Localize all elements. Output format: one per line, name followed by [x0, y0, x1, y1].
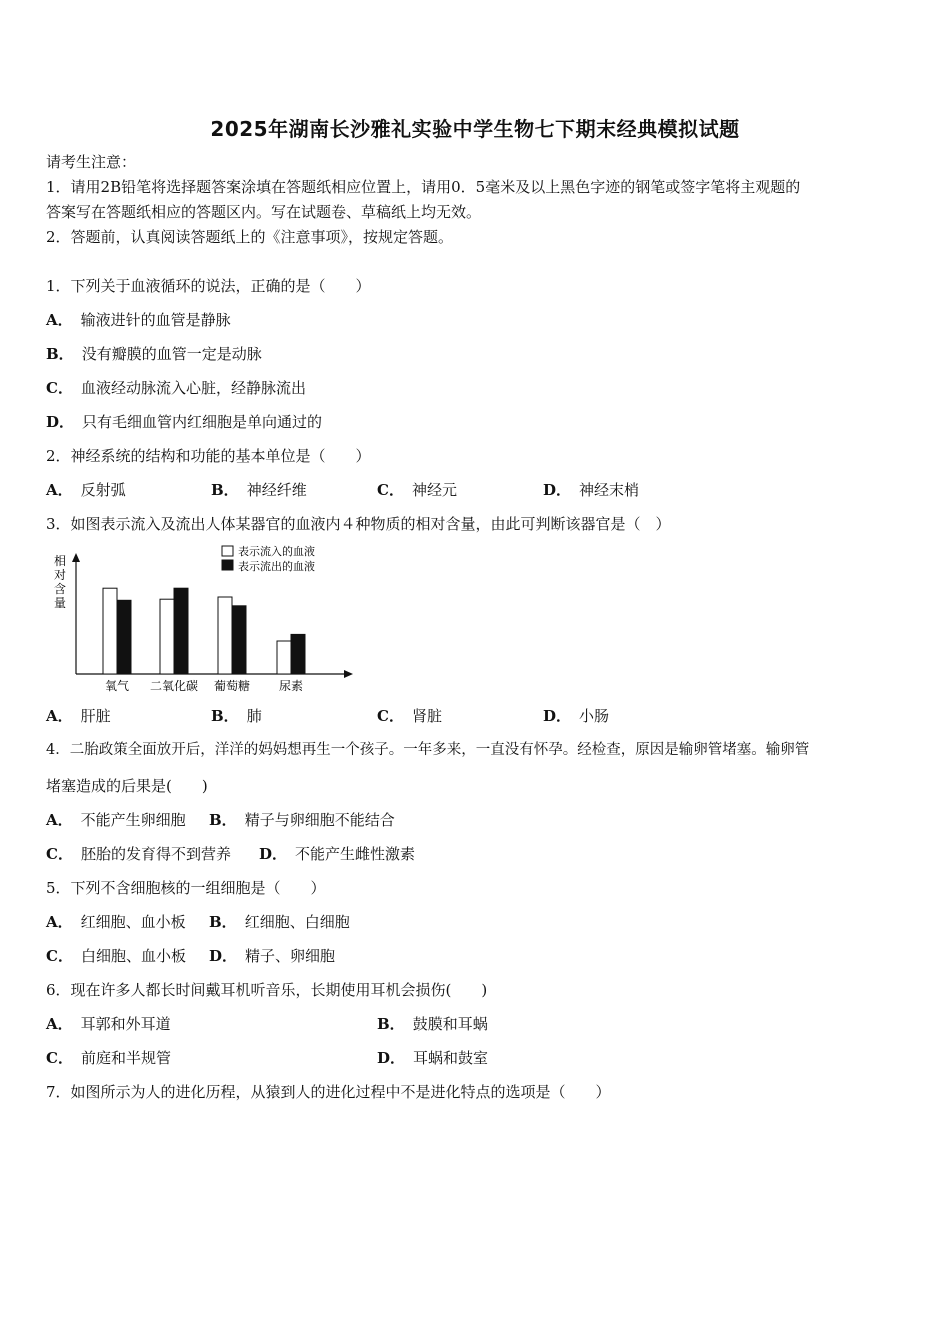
notice-line-2: 答案写在答题纸相应的答题区内。写在试题卷、草稿纸上均无效。 [46, 203, 482, 221]
bar-inflow-3 [218, 597, 232, 674]
option-text: 精子、卵细胞 [245, 947, 336, 965]
q6-option-a [46, 1014, 171, 1034]
q4-option-c [46, 844, 231, 864]
option-text: 反射弧 [80, 481, 126, 499]
option-label: C． [46, 1049, 73, 1067]
bar-outflow-2 [174, 588, 188, 674]
option-label: A． [46, 811, 73, 829]
q1-option-d [46, 412, 322, 432]
q4-option-b [209, 810, 395, 830]
bar-inflow-1 [103, 588, 117, 674]
q1-option-a [46, 310, 231, 330]
option-label: D． [543, 481, 572, 499]
y-axis-label-char: 对 [53, 568, 67, 582]
y-axis-label-char: 相 [53, 554, 67, 568]
option-text: 没有瓣膜的血管一定是动脉 [81, 345, 262, 363]
q4-stem-line-2: 堵塞造成的后果是( ) [46, 777, 208, 795]
q1-option-c [46, 378, 306, 398]
option-label: C． [46, 379, 73, 397]
option-label: A． [46, 311, 73, 329]
option-text: 只有毛细血管内红细胞是单向通过的 [82, 413, 323, 431]
option-label: D． [46, 413, 75, 431]
page-title: 2025年湖南长沙雅礼实验中学生物七下期末经典模拟试题 [210, 117, 740, 141]
q6-option-c [46, 1048, 171, 1068]
q2-option-b [211, 480, 307, 500]
x-tick-label: 氧气 [104, 679, 130, 693]
option-label: B． [209, 811, 237, 829]
q3-option-c [377, 706, 442, 726]
option-label: C． [46, 947, 73, 965]
x-axis-arrow [344, 670, 353, 678]
q2-stem: 2．神经系统的结构和功能的基本单位是（ ） [46, 447, 371, 465]
option-label: B． [211, 481, 239, 499]
option-label: A． [46, 913, 73, 931]
q6-stem: 6．现在许多人都长时间戴耳机听音乐，长期使用耳机会损伤( ) [46, 981, 488, 999]
y-axis-label-char: 量 [53, 596, 67, 610]
legend-swatch-outflow [222, 560, 233, 570]
option-label: B． [377, 1015, 405, 1033]
q5-stem: 5．下列不含细胞核的一组细胞是（ ） [46, 879, 326, 897]
q6-option-d [377, 1048, 488, 1068]
option-text: 小肠 [579, 707, 610, 725]
option-text: 神经末梢 [579, 481, 640, 499]
q1-stem: 1．下列关于血液循环的说法，正确的是（ ） [46, 277, 371, 295]
x-tick-label: 尿素 [278, 679, 304, 693]
y-axis-arrow [72, 553, 80, 562]
q5-option-d [209, 946, 335, 966]
bar-inflow-4 [277, 641, 291, 674]
q3-option-b [211, 706, 262, 726]
q5-option-a [46, 912, 186, 932]
notice-line-1: 1．请用2B铅笔将选择题答案涂填在答题纸相应位置上，请用0．5毫米及以上黑色字迹的钢笔或签字笔将主观题的 [46, 178, 801, 196]
y-axis-label-char: 含 [53, 582, 67, 596]
option-label: C． [377, 481, 404, 499]
q7-stem: 7．如图所示为人的进化历程，从猿到人的进化过程中不是进化特点的选项是（ ） [46, 1083, 611, 1101]
q3-bar-chart [46, 543, 366, 697]
option-label: C． [377, 707, 404, 725]
x-tick-label: 葡萄糖 [213, 679, 251, 693]
option-text: 耳蜗和鼓室 [413, 1049, 489, 1067]
option-label: A． [46, 707, 73, 725]
q6-option-b [377, 1014, 488, 1034]
q5-option-b [209, 912, 350, 932]
option-label: B． [46, 345, 74, 363]
option-text: 肝脏 [80, 707, 111, 725]
legend-swatch-inflow [222, 546, 233, 556]
option-label: D． [377, 1049, 406, 1067]
option-label: B． [209, 913, 237, 931]
bar-inflow-2 [160, 599, 174, 674]
q2-option-a [46, 480, 126, 500]
option-label: B． [211, 707, 239, 725]
option-text: 红细胞、白细胞 [244, 913, 350, 931]
bar-outflow-3 [232, 606, 246, 674]
q3-option-a [46, 706, 111, 726]
legend-outflow-label: 表示流出的血液 [238, 560, 315, 573]
notice-line-3: 2．答题前，认真阅读答题纸上的《注意事项》，按规定答题。 [46, 228, 454, 246]
option-label: A． [46, 1015, 73, 1033]
q4-option-d [259, 844, 415, 864]
option-text: 精子与卵细胞不能结合 [244, 811, 395, 829]
option-text: 白细胞、血小板 [80, 947, 186, 965]
option-text: 胚胎的发育得不到营养 [80, 845, 231, 863]
notice-heading: 请考生注意： [46, 153, 137, 171]
q4-stem-line-1: 4．二胎政策全面放开后，洋洋的妈妈想再生一个孩子。一年多来，一直没有怀孕。经检查，原因是输卵管堵塞。输卵管 [46, 742, 810, 758]
option-text: 前庭和半规管 [80, 1049, 171, 1067]
q5-option-c [46, 946, 186, 966]
option-text: 神经元 [411, 481, 457, 499]
q4-option-a [46, 810, 186, 830]
option-text: 耳郭和外耳道 [80, 1015, 171, 1033]
legend-inflow-label: 表示流入的血液 [238, 545, 315, 558]
option-text: 肺 [246, 707, 262, 725]
option-text: 红细胞、血小板 [80, 913, 186, 931]
bar-outflow-4 [291, 634, 305, 674]
option-text: 肾脏 [411, 707, 442, 725]
option-text: 不能产生卵细胞 [80, 811, 186, 829]
option-label: A． [46, 481, 73, 499]
option-text: 鼓膜和耳蜗 [412, 1015, 488, 1033]
option-label: C． [46, 845, 73, 863]
option-text: 不能产生雌性激素 [295, 845, 416, 863]
option-text: 血液经动脉流入心脏，经静脉流出 [80, 379, 306, 397]
option-text: 神经纤维 [246, 481, 307, 499]
q2-option-c [377, 480, 457, 500]
q3-option-d [543, 706, 609, 726]
option-label: D． [209, 947, 238, 965]
option-text: 输液进针的血管是静脉 [80, 311, 231, 329]
bar-outflow-1 [117, 600, 131, 674]
q1-option-b [46, 344, 262, 364]
q3-stem: 3．如图表示流入及流出人体某器官的血液内４种物质的相对含量，由此可判断该器官是（ ） [46, 515, 671, 533]
q2-option-d [543, 480, 639, 500]
option-label: D． [259, 845, 288, 863]
option-label: D． [543, 707, 572, 725]
x-tick-label: 二氧化碳 [149, 679, 199, 693]
